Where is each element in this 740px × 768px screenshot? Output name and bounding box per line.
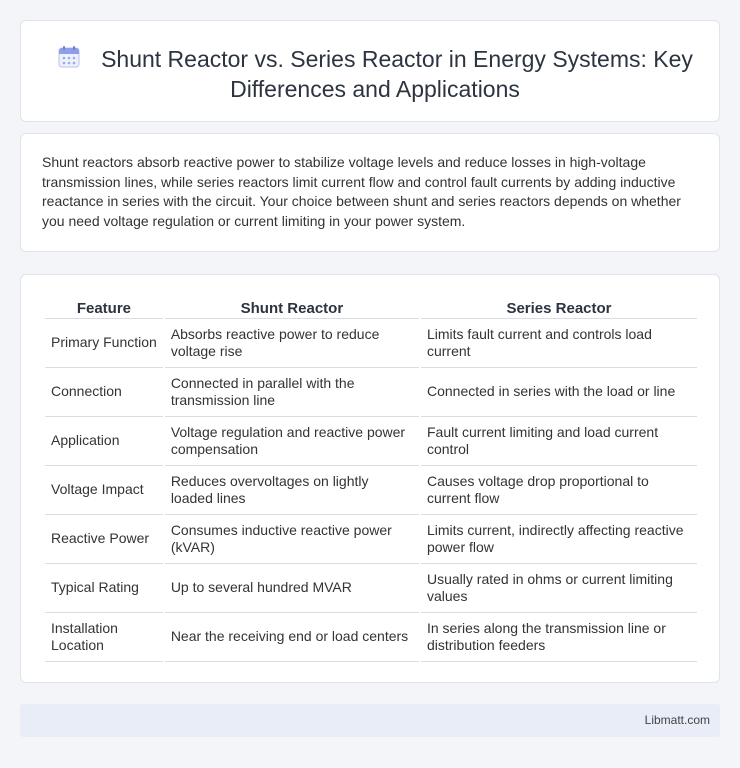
table-row xyxy=(45,319,697,368)
feature-cell: Primary Function xyxy=(45,319,163,368)
shunt-cell: Consumes inductive reactive power (kVAR) xyxy=(165,515,419,564)
shunt-cell: Voltage regulation and reactive power compensation xyxy=(165,417,419,466)
series-cell: Usually rated in ohms or current limiting values xyxy=(421,564,697,613)
table-row xyxy=(45,564,697,613)
header-feature: Feature xyxy=(45,297,163,319)
feature-cell: Typical Rating xyxy=(45,564,163,613)
page-title: Shunt Reactor vs. Series Reactor in Energy Systems: Key Differences and Applications xyxy=(101,46,693,102)
title-card xyxy=(20,20,720,122)
shunt-cell: Near the receiving end or load centers xyxy=(165,613,419,662)
series-cell: Causes voltage drop proportional to current flow xyxy=(421,466,697,515)
series-cell: Limits fault current and controls load current xyxy=(421,319,697,368)
calendar-icon xyxy=(57,45,81,69)
feature-cell: Application xyxy=(45,417,163,466)
feature-cell: Installation Location xyxy=(45,613,163,662)
footer-bar xyxy=(20,704,720,737)
series-cell: In series along the transmission line or distribution feeders xyxy=(421,613,697,662)
header-shunt-reactor: Shunt Reactor xyxy=(165,297,419,319)
feature-cell: Connection xyxy=(45,368,163,417)
header-series-reactor: Series Reactor xyxy=(421,297,697,319)
table-row xyxy=(45,368,697,417)
table-header-row xyxy=(45,297,697,319)
title-wrap xyxy=(51,44,699,104)
intro-paragraph: Shunt reactors absorb reactive power to stabilize voltage levels and reduce losses in high-voltage transmission lines, while series reactors limit current flow and control fault currents by adding inductive reactance in series with the circuit. Your choice between shunt and series reactors depends on whether you need voltage regulation or current limiting in your power system. xyxy=(42,154,681,229)
table-row xyxy=(45,515,697,564)
table-row xyxy=(45,613,697,662)
table-row xyxy=(45,417,697,466)
feature-cell: Reactive Power xyxy=(45,515,163,564)
series-cell: Fault current limiting and load current control xyxy=(421,417,697,466)
footer-brand-link[interactable]: Libmatt.com xyxy=(644,713,710,727)
series-cell: Connected in series with the load or line xyxy=(421,368,697,417)
shunt-cell: Up to several hundred MVAR xyxy=(165,564,419,613)
shunt-cell: Reduces overvoltages on lightly loaded lines xyxy=(165,466,419,515)
comparison-card xyxy=(20,274,720,683)
comparison-table xyxy=(43,297,699,662)
intro-card xyxy=(20,133,720,252)
shunt-cell: Absorbs reactive power to reduce voltage rise xyxy=(165,319,419,368)
shunt-cell: Connected in parallel with the transmission line xyxy=(165,368,419,417)
table-row xyxy=(45,466,697,515)
series-cell: Limits current, indirectly affecting reactive power flow xyxy=(421,515,697,564)
feature-cell: Voltage Impact xyxy=(45,466,163,515)
